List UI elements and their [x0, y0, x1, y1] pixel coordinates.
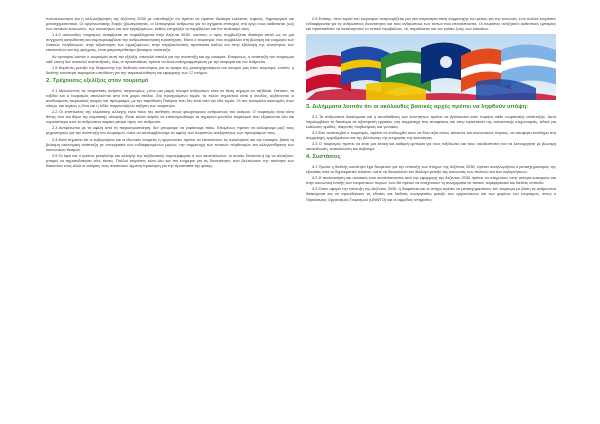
paragraph: Αν αγνοήσει λοιπόν ο τουρισμός αυτή την εξέλιξη, αποτελεί απειλή για την ανάπτυξη και όχι ευκαιρία. Επομένως, η ανάπτυξη του τουρισμού καθ' εαυτή δεν αποτελεί αναπτυξιακή, όλες οι προσπάθειες πρέπει να είναι ευθυγραμμισμένες με την αειφορία και τον άνθρωπο.: [46, 53, 294, 64]
paragraph: 1.4.0 ακόλουθος τουρισμός αναφέρεται σε παραδείγματα στην Ατζέντα 2030, ωστόσο, ο όρος συμβολίζεται ιδιαίτερα απλά ως σε μια σύγχρονη κατεύθυνση και συμπεριλαμβάνει την ανθρωποκεντρική προσέγγιση. Μόνο ο τουρισμός που συμβάλλει στη βιώσιμη και ευημερία των τοπικών πληθυσμών, στην αξιοποίηση των εργαζομένων, στην περιβαλλοντική προστασία καθώς και στην εξάλειψη της ανισότητας των επισκεπτών και της φτώχειας, είναι μακροπρόθεσμα βιώσιμος ανάπτυξη.: [46, 32, 294, 53]
paragraph: 3.3 Ο τουρισμός πρέπει να είναι μια θετική και καθαρή εμπειρία για τους ταξιδιώτες και τους οικοδεσπότες και να λειτουργήσει με βιώσιμη κατανάλωση, ανακύκλωση και σεβασμό.: [306, 141, 556, 152]
paragraph: πολυπλοκότητα και η αλληλεξάρτηση της Ατζέντας 2030 με υπενθυμίζει ότι πρέπει να είμαστε ιδιαίτερα ευέλικτοι, ευφυείς, δημιουργικοί και μετασχηματιστικοί. Οι οργάνωσιακής δομής (βιωσιμότητας, οι λειτουργικοί άνθρωποι για τα σχήματα επιτυχίας στο έργο τους καθίσταται (ως) των τοπικών κοινωνιών, των κοινοτήτων και των εργαζομένων, καθώς επηρεάζει το περιβάλλον και τον πολιτισμό τους.: [46, 16, 294, 32]
paragraph: 2.1 Μελετώντας τις τουριστικές κινήσεις παγκοσμίως, μόνο μια μικρή πλευρά ανθρώπων είναι σε θέση σήμερα να ταξιδεύει. Ωστόσο, τα ταξίδια και ο τουρισμός απειλούνται από ένα μικρό στάδιο. Στο προηγούμενο τομέα, το πλέον σημαντικό είναι η άνοδος, αυξάνονται οι αναδυόμενες τουριστικές αγορές και προορισμοί, με την παράδοση Πατέρας που δεν είναι από τον ίδιο τομέα. Οι πιο πολυμέσα οικονομίες στον κόσμο, και κυρίως η Κίνα και η Ινδία, παρουσιάζουν αύξηση των τουριστών.: [46, 87, 294, 108]
flags-photo: [306, 34, 556, 100]
section-heading: 3. Διλήμματα λοιπόν ότι οι ακόλουθες βασικές αρχές πρέπει να ληφθούν υπόψη:: [306, 104, 529, 111]
paragraph: 4.2 Η πιστοποίηση και πολιτικές που αναπτύσσονται από την εφαρμογή της Ατζέντας 2030 πρέπει να στοχεύουν στην ισότητα ευκαιριών και στην κοινωνική ένταξη των τουριστικών πόρων, ενώ θα πρέπει να ενισχύσουν τη συνεργασία σε τοπικό, περιφερειακό και διεθνές επίπεδο.: [306, 175, 556, 186]
paragraph: 1.5 Καμπύλη μεταξύ της δέσμευσης της διεθνούς κοινότητας για το όραμα της μετασχηματισμού του κόσμου μας στον τουρισμό, λοιπόν, η διεθνής κοινότητα παραμένει υπεύθυνη για την παρακολούθηση και εφαρμογή των 17 στόχων.: [46, 64, 294, 76]
paragraph: 2.4 Αυτό σημαίνει ότι οι κυβερνήσεις και οι ιδιωτικές εταιρείες ή οργανώσεις πρέπει να επεκτείνουν τις προκλήσεις και την ευκαιρία, βάσει τη βιώσιμη οικονομική ανάπτυξη με συνεργασία των ενδιαφερομένων μερών, την συμμετοχή των τοπικών πληθυσμών και αλληλεπίδραση των κοινωνικών θεσμών.: [46, 136, 294, 152]
paragraph: 2.2 Οι επιπτώσεις της κλιματικής αλλαγής είναι πολύ πιο αισθητές στους φτωχότερους ανθρώπους του κόσμου. Ο τουρισμός είναι τόσο θύτης όσο και θύμα της κλιματικής αλλαγής. Είναι πλέον καιρός να επικεντρωθούμε τα σημερινά μοντέλα τουρισμού που εξαρτώνται όλο και περισσότερο από το ανθρώπινο καιρικό ρεύμα προς τον άνθρωπο.: [46, 108, 294, 125]
paragraph: 4.1 Πρώτα η διεθνής κοινότητα έχει δεσμευτεί για την επίτευξη των στόχων της Ατζέντας 2030, πρέπει αναγνωρίζεται ο μετασχηματισμός της εξουσίας από το δημοκρατικό πλαίσιο, ώστε να διευκολύνει τον διάλογο μεταξύ της κοινωνίας των πολιτών και των κυβερνήσεων.: [306, 163, 556, 174]
paragraph: 2.5 Οι όροι και ο τρόπος μεταβολής και αλλαγής της ταξιδιωτικής συμπεριφοράς ή των καταναλωτών, οι οποίες δύνανται ή όχι να αλλάζουν, μπορεί να σηματοδοτήσει νέες τάσεις. Πολλοί τουρίστες είναι όλο και πιο ενήμεροι για τις δυνατότητες που βελτιώνουν την ποιότητα των διακοπών τους αλλά οι ανάγκες τους αποτελούν έμμεση πρόκληση για την προστασία της φύσης.: [46, 152, 294, 168]
section-heading: 4. Συστάσεις: [306, 154, 341, 161]
paragraph: 2.6 Επίσης, στον τομέα του τουρισμού αναγνωρίζεται μια νέα παγκόσμια τάση συμμετοχής του μέσου για την κοινωνία, ενώ πολλοί τουρίστες ενδιαφέρονται για τις ανθρώπινες δυνατότητες και τους ανθρώπους των τόπων που επισκέπτονται. Οι τουρίστες αναζητούν αυθεντικές εμπειρίες και προσπαθούν να κατανοήσουν το τοπικό περιβάλλον, τις παραδόσεις και τον τρόπο ζωής των κατοίκων.: [306, 16, 556, 32]
right-column: [306, 16, 556, 203]
paragraph: 2.3 Αντιμέτωποι με τα οφέλη από τη παγκοσμιοποίηση, δεν μπορούμε να γυρίσουμε πίσω. Επομένως πρέπει να καλύψουμε μαζί τους μηχανισμούς για την ανάπτυξη του τουρισμού, ώστε να απολαμβάνουμε τα οφέλη των τουριστών ανεξαρτήτως των προορισμών τους.: [46, 125, 294, 136]
paragraph: 4.3 Όσον αφορά την επίτευξη της Ατζέντας 2030, η διαφάνεια και οι στόχοι πρέπει να μετασχηματίσουν τον τουρισμό με βάση τα ανθρώπινα δικαιώματα και να προωθήσουν τις εθνικές και διεθνείς συνεργασίες μεταξύ των οργανώσεων και των φορέων του τουρισμού, όπως ο Παγκόσμιος Οργανισμός Τουρισμού (UNWTO) και οι αρμόδιες υπηρεσίες.: [306, 186, 556, 202]
paragraph: 3.1 Τα ανθρώπινα δικαιώματα και η αυτοδιάθεση των κοινοτήτων πρέπει να βρίσκονται στον πυρήνα κάθε τουριστικής ανάπτυξης. Αυτό περιλαμβάνει το δικαίωμα σε αξιοπρεπή εργασία, στη συμμετοχή στις αποφάσεις και στην προστασία της πολιτιστικής κληρονομιάς, ειδικά για ευάλωτες ομάδες, ιθαγενείς πληθυσμούς και γυναίκες.: [306, 113, 556, 129]
paragraph: 3.2 Εάν αναπτυχθεί ο τουρισμός, πρέπει να επιδιωχθεί αυτό να δίνει αξία στους τοπικούς και κοινωνικούς πόρους, να αποφέρει εισόδημα στη συμμετοχή, εργαζομένων και της βελτίωσης της ευημερίας της κοινότητας.: [306, 129, 556, 141]
left-column: [46, 16, 294, 169]
section-heading: 2. Τρέχουσες εξελίξεις στον τουρισμό: [46, 78, 149, 85]
